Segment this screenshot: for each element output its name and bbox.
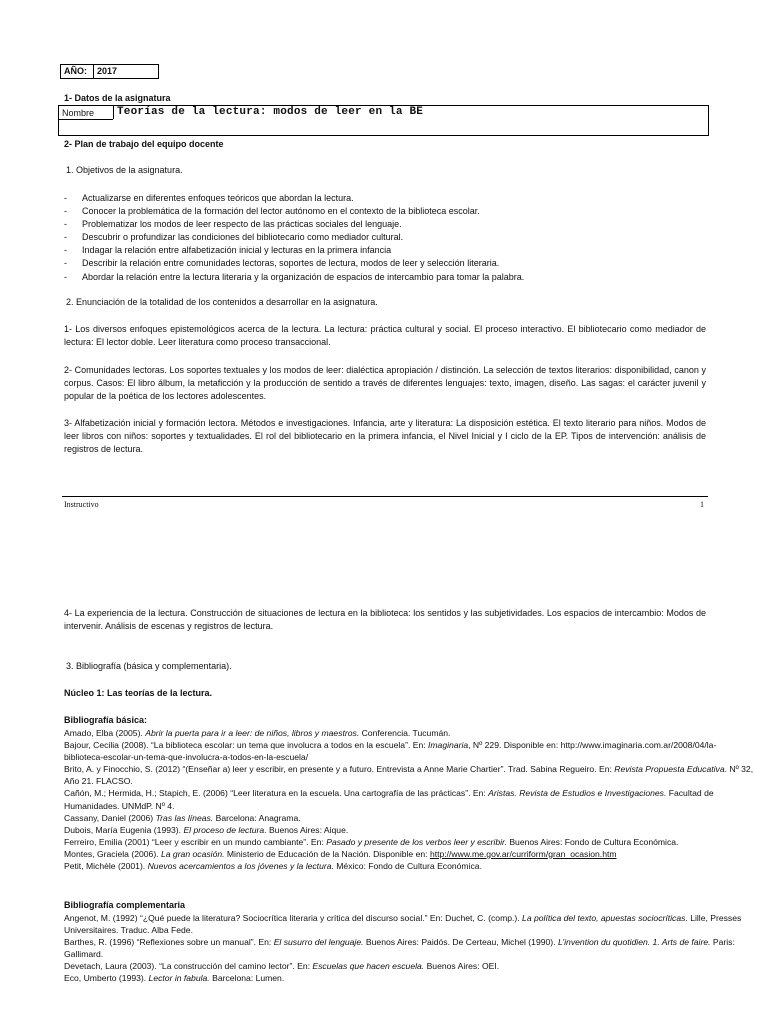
list-item: - Problematizar los modos de leer respecto de las prácticas sociales del lenguaje.: [64, 219, 402, 230]
list-item: - Indagar la relación entre alfabetización inicial y lecturas en la primera infancia: [64, 245, 392, 256]
contents-heading: 2. Enunciación de la totalidad de los contenidos a desarrollar en la asignatura.: [66, 297, 378, 307]
year-box: [60, 64, 159, 79]
complementary-bibliography-list: [64, 912, 754, 985]
list-item: - Descubrir o profundizar las condiciones del bibliotecario como mediador cultural.: [64, 232, 404, 243]
list-item: Montes, Graciela (2006). La gran ocasión. Ministerio de Educación de la Nación. Disponible en: http://www.me.gov.ar/curriform/gran_ocasion.htm: [64, 848, 617, 859]
section2-title: 2- Plan de trabajo del equipo docente: [64, 139, 224, 149]
list-item: Cassany, Daniel (2006) Tras las líneas. Barcelona: Anagrama.: [64, 812, 301, 823]
nucleo-title: Núcleo 1: Las teorías de la lectura.: [64, 688, 213, 698]
list-item: Eco, Umberto (1993). Lector in fabula. Barcelona: Lumen.: [64, 973, 285, 984]
list-item: Devetach, Laura (2003). “La construcción del camino lector”. En: Escuelas que hacen escuela. Buenos Aires: OEI.: [64, 961, 500, 972]
list-item: - Actualizarse en diferentes enfoques teóricos que abordan la lectura.: [64, 193, 354, 203]
course-name-divider: [113, 106, 114, 119]
list-item: Brito, A. y Finocchio, S. (2012) “(Enseñar a) leer y escribir, en presente y a futuro. Entrevista a Anne Marie Chartier”. Trad. Sabina Regueiro. En: Revista Propuesta Educativa. Nº 32, Año 21. FLACSO.: [64, 764, 754, 787]
complementary-bibliography-title: Bibliografía complementaria: [64, 900, 186, 910]
course-name-label: Nombre: [62, 108, 95, 118]
gran-ocasion-link[interactable]: http://www.me.gov.ar/curriform/gran_ocasion.htm: [429, 848, 617, 859]
course-name-box: [58, 105, 709, 136]
list-item: Dubois, María Eugenia (1993). El proceso de lectura. Buenos Aires: Aique.: [64, 824, 349, 835]
objectives-heading: 1. Objetivos de la asignatura.: [66, 165, 183, 175]
footer-label: Instructivo: [64, 500, 99, 509]
list-item: - Describir la relación entre comunidades lectoras, soportes de lectura, modos de leer y selección literaria.: [64, 258, 500, 269]
bibliography-heading: 3. Bibliografía (básica y complementaria).: [66, 661, 232, 671]
list-item: Ferreiro, Emilia (2001) “Leer y escribir en un mundo cambiante”. En: Pasado y presente de los verbos leer y escribir. Buenos Aires: Fondo de Cultura Económica.: [64, 836, 679, 847]
basic-bibliography-title: Bibliografía básica:: [64, 715, 148, 725]
list-item: Barthes, R. (1996) “Reflexiones sobre un manual”. En: El susurro del lenguaje. Buenos Aires: Paidós. De Certeau, Michel (1990). L’invention du quotidien. 1. Arts de faire. Paris: Gallimard.: [64, 937, 735, 960]
footer-rule: [62, 496, 708, 497]
contents-paragraph-2: 2- Comunidades lectoras. Los soportes textuales y los modos de leer: dialéctica apropiación / distinción. La selección de textos literarios: disponibilidad, canon y corpus. Casos: El libro álbum, la metaficción y la producción de sentido a través de diferentes lenguajes: texto, imagen, diseño. Las sagas: el carácter juvenil y popular de la poética de los lectores adolescentes.: [64, 365, 706, 401]
contents-paragraph-4: 4- La experiencia de la lectura. Construcción de situaciones de lectura en la biblioteca: los sentidos y las subjetividades. Los espacios de intercambio: Modos de intervenir. Análisis de escenas y registros de lectura.: [64, 608, 706, 631]
objectives-list: [64, 192, 724, 284]
contents-paragraph-1: 1- Los diversos enfoques epistemológicos acerca de la lectura. La lectura: práctica cultural y social. El proceso interactivo. El bibliotecario como mediador de lectura: El lector doble. Leer literatura como proceso transaccional.: [64, 324, 706, 347]
list-item: Amado, Elba (2005). Abrir la puerta para ir a leer: de niños, libros y maestros. Conferencia. Tucumán.: [64, 728, 451, 738]
year-divider: [93, 65, 94, 78]
section1-title: 1- Datos de la asignatura: [64, 93, 171, 103]
footer-page-number: 1: [700, 500, 704, 509]
course-name-rule: [59, 119, 113, 120]
list-item: Cañón, M.; Hermida, H.; Stapich, E. (2006) “Leer literatura en la escuela. Una cartografía de las prácticas”. En: Aristas. Revista de Estudios e Investigaciones. Facultad de Humanidades. UNMdP. Nº 4.: [64, 788, 714, 811]
year-value: 2017: [97, 66, 118, 76]
list-item: Angenot, M. (1992) “¿Qué puede la literatura? Sociocrítica literaria y crítica del discurso social.” En: Duchet, C. (comp.). La política del texto, apuestas sociocríticas. Lille, Presses Universitaires. Traduc. Alba Fede.: [64, 913, 742, 936]
list-item: - Conocer la problemática de la formación del lector autónomo en el contexto de la biblioteca escolar.: [64, 206, 480, 217]
contents-paragraph-3: 3- Alfabetización inicial y formación lectora. Métodos e investigaciones. Infancia, arte y literatura: La disposición estética. El texto literario para niños. Modos de leer libros con niños: soportes y textualidades. El rol del bibliotecario en la primera infancia, el Nivel Inicial y I ciclo de la EP. Tipos de intervención: análisis de registros de lectura.: [64, 418, 706, 454]
list-item: - Abordar la relación entre la lectura literaria y la organización de espacios de intercambio para tomar la palabra.: [64, 271, 525, 282]
basic-bibliography-list: [64, 727, 754, 872]
course-name-value: Teorías de la lectura: modos de leer en la BE: [117, 106, 424, 118]
list-item: Petit, Michèle (2001). Nuevos acercamientos a los jóvenes y la lectura. México: Fondo de Cultura Económica.: [64, 861, 482, 872]
list-item: Bajour, Cecilia (2008). “La biblioteca escolar: un tema que involucra a todos en la escuela”. En: Imaginaria, Nº 229. Disponible en: http://www.imaginaria.com.ar/2008/04/la-biblioteca-escolar-un-tema-que-involucra-a-todos-en-la-escuela/: [64, 740, 717, 763]
year-label: AÑO:: [64, 66, 87, 76]
